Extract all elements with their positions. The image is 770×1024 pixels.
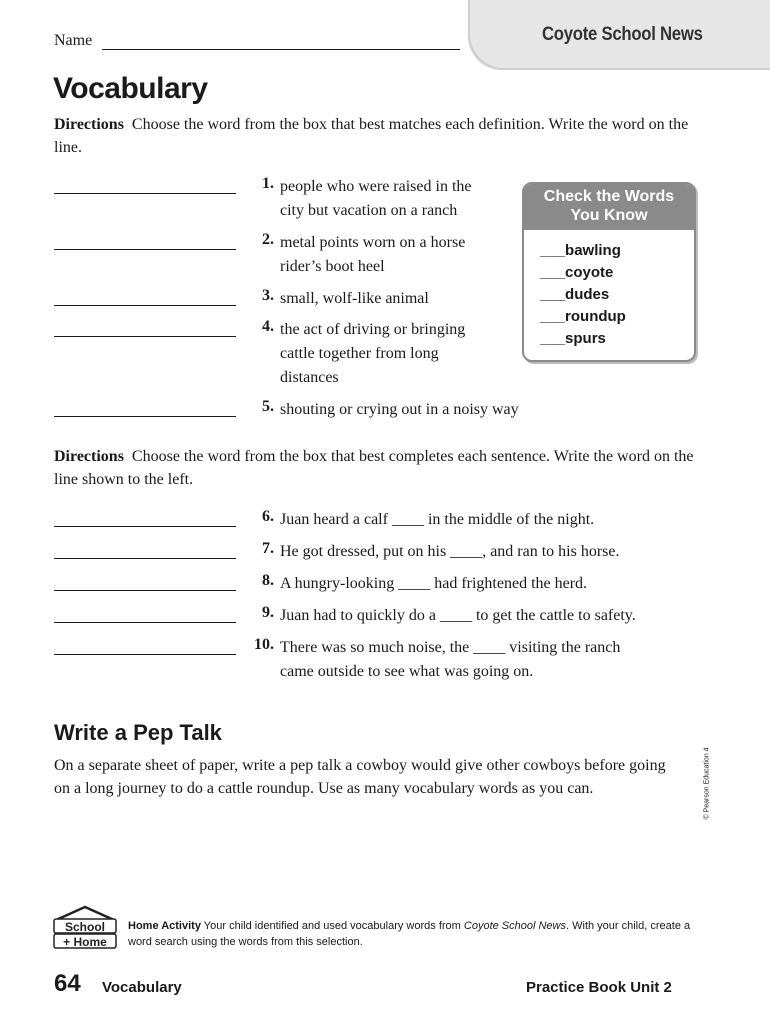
- definition-5-line-1: shouting or crying out in a noisy way: [280, 401, 519, 418]
- answer-line-7[interactable]: [54, 558, 236, 559]
- footer-section-label: Vocabulary: [102, 979, 182, 996]
- word-coyote[interactable]: ___coyote: [540, 264, 614, 281]
- word-box-title: [524, 184, 694, 230]
- definition-1: [280, 175, 471, 223]
- definition-4-line-2: cattle together from long: [280, 345, 439, 362]
- answer-line-8[interactable]: [54, 590, 236, 591]
- sentence-6-line-1: Juan heard a calf ____ in the middle of the night.: [280, 511, 595, 528]
- directions-2: [54, 445, 704, 491]
- sentence-10-line-1: There was so much noise, the ____ visiting the ranch: [280, 639, 621, 656]
- home-activity-text-1: Your child identified and used vocabulary words from: [200, 920, 464, 932]
- answer-line-1[interactable]: [54, 193, 236, 194]
- definition-4-line-1: the act of driving or bringing: [280, 321, 466, 338]
- sentence-10-line-2: came outside to see what was going on.: [280, 663, 534, 680]
- word-spurs[interactable]: ___spurs: [540, 330, 606, 347]
- directions-1-label: Directions: [54, 116, 124, 133]
- definition-3: [280, 287, 429, 311]
- definition-4-line-3: distances: [280, 369, 339, 386]
- directions-1: [54, 113, 704, 159]
- pep-talk-title: Write a Pep Talk: [54, 720, 222, 745]
- name-label: Name: [54, 32, 93, 49]
- item-number-7: 7.: [262, 540, 274, 557]
- directions-2-text: Choose the word from the box that best completes each sentence. Write the word on the line shown to the left.: [54, 448, 694, 488]
- item-number-8: 8.: [262, 572, 274, 589]
- word-box: [522, 182, 696, 362]
- item-number-10: 10.: [254, 636, 274, 653]
- definition-1-line-1: people who were raised in the: [280, 178, 472, 195]
- item-number-1: 1.: [262, 175, 274, 192]
- word-bawling[interactable]: ___bawling: [540, 242, 621, 259]
- item-number-4: 4.: [262, 318, 274, 335]
- item-number-6: 6.: [262, 508, 274, 525]
- answer-line-3[interactable]: [54, 305, 236, 306]
- answer-line-9[interactable]: [54, 622, 236, 623]
- sentence-7-line-1: He got dressed, put on his ____, and ran to his horse.: [280, 543, 620, 560]
- word-box-title-line-1: Check the Words: [543, 188, 675, 205]
- footer-book-label: Practice Book Unit 2: [526, 979, 672, 996]
- item-number-5: 5.: [262, 398, 274, 415]
- tab-title: Coyote School News: [542, 24, 703, 45]
- answer-line-10[interactable]: [54, 654, 236, 655]
- pep-talk-text: On a separate sheet of paper, write a pep talk a cowboy would give other cowboys before going on a long journey to do a cattle roundup. Use as many vocabulary words as you can.: [54, 757, 666, 797]
- home-activity-book: Coyote School News: [463, 920, 566, 932]
- item-number-2: 2.: [262, 231, 274, 248]
- answer-line-5[interactable]: [54, 416, 236, 417]
- item-number-3: 3.: [262, 287, 274, 304]
- sentence-10: [280, 636, 620, 684]
- name-line[interactable]: [102, 49, 460, 50]
- copyright-notice: © Pearson Education 4: [703, 747, 711, 820]
- sentence-8-line-1: A hungry-looking ____ had frightened the herd.: [280, 575, 588, 592]
- logo-line-2: + Home: [63, 935, 107, 949]
- home-activity-text-2: . With your child, create a word search using the words from this selection.: [128, 920, 691, 948]
- directions-2-label: Directions: [54, 448, 124, 465]
- logo-line-1: School: [64, 920, 106, 934]
- word-box-title-line-2: You Know: [570, 207, 648, 224]
- home-activity: [128, 918, 703, 950]
- answer-line-4[interactable]: [54, 336, 236, 337]
- sentence-9: [280, 604, 636, 628]
- definition-4: [280, 318, 465, 390]
- definition-5: [280, 398, 519, 422]
- answer-line-2[interactable]: [54, 249, 236, 250]
- word-roundup[interactable]: ___roundup: [540, 308, 626, 325]
- word-list: [524, 230, 694, 350]
- definition-2: [280, 231, 465, 279]
- directions-1-text: Choose the word from the box that best matches each definition. Write the word on the line.: [54, 116, 689, 156]
- item-number-9: 9.: [262, 604, 274, 621]
- definition-3-line-1: small, wolf-like animal: [280, 290, 429, 307]
- definition-2-line-1: metal points worn on a horse: [280, 234, 466, 251]
- school-home-logo-icon: [52, 904, 118, 950]
- page-number: 64: [54, 970, 81, 997]
- page-title: Vocabulary: [53, 72, 208, 105]
- sentence-6: [280, 508, 594, 532]
- sentence-9-line-1: Juan had to quickly do a ____ to get the cattle to safety.: [280, 607, 636, 624]
- sentence-7: [280, 540, 620, 564]
- home-activity-label: Home Activity: [128, 920, 201, 932]
- answer-line-6[interactable]: [54, 526, 236, 527]
- definition-1-line-2: city but vacation on a ranch: [280, 202, 458, 219]
- word-dudes[interactable]: ___dudes: [540, 286, 610, 303]
- sentence-8: [280, 572, 587, 596]
- definition-2-line-2: rider’s boot heel: [280, 258, 385, 275]
